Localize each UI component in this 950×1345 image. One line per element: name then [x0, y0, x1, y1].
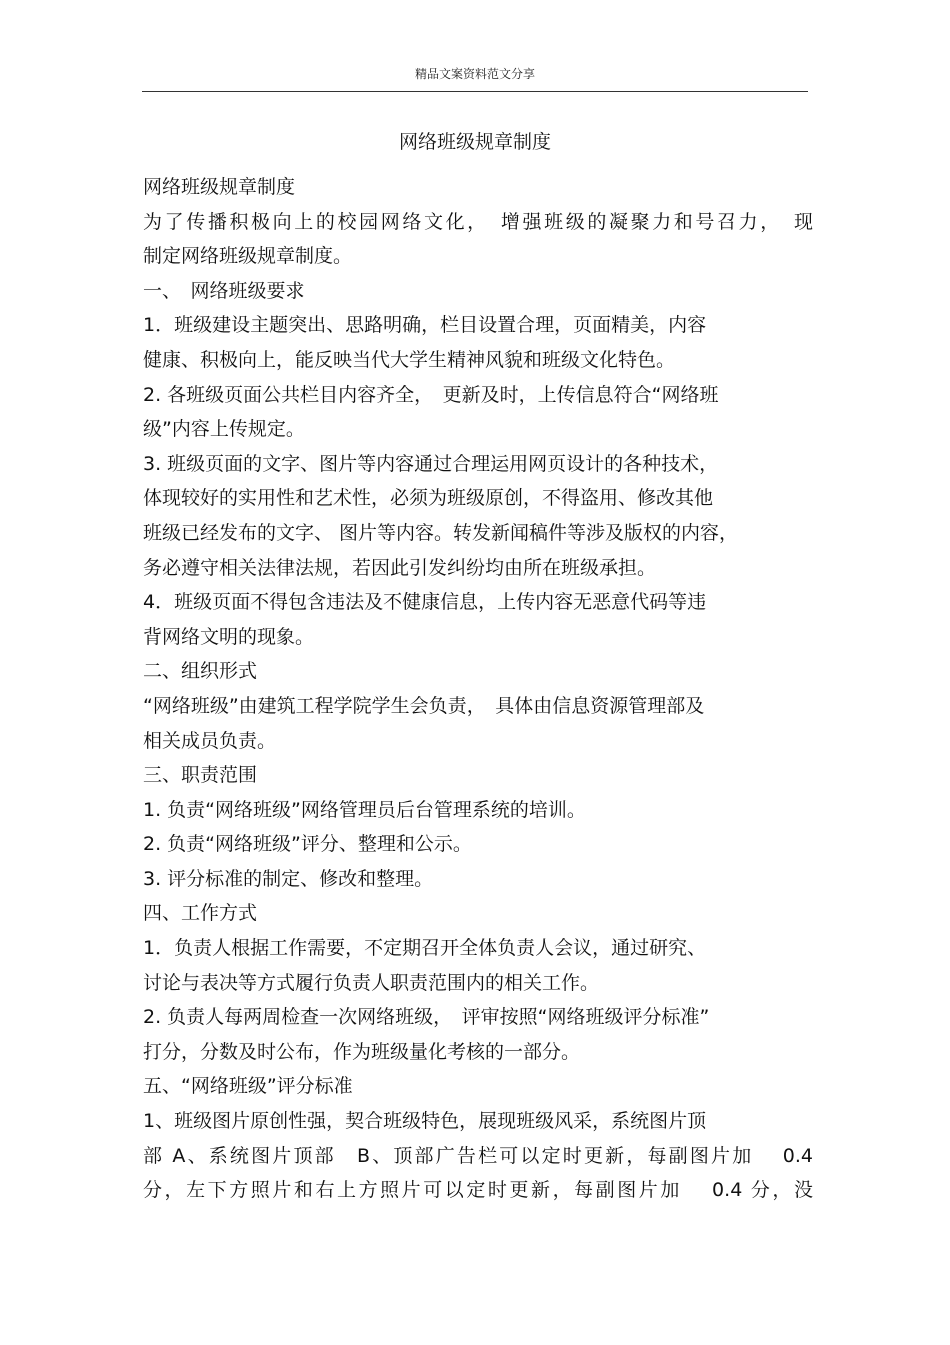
body-line: 三、职责范围: [143, 764, 258, 787]
document-body: [143, 170, 813, 1208]
body-line: 1. 负责“网络班级”网络管理员后台管理系统的培训。: [143, 798, 586, 821]
body-line: 网络班级规章制度: [143, 176, 296, 198]
body-line: 3. 班级页面的文字、图片等内容通过合理运用网页设计的各种技术，: [143, 452, 719, 475]
body-line: 3. 评分标准的制定、修改和整理。: [143, 867, 434, 890]
body-line: 4．班级页面不得包含违法及不健康信息，上传内容无恶意代码等违: [143, 591, 707, 614]
body-line: 讨论与表决等方式履行负责人职责范围内的相关工作。: [143, 971, 600, 994]
body-line: 为了传播积极向上的校园网络文化， 增强班级的凝聚力和号召力， 现: [143, 210, 813, 233]
body-line: 1．负责人根据工作需要，不定期召开全体负责人会议，通过研究、: [143, 937, 707, 960]
body-line: 相关成员负责。: [143, 729, 277, 752]
body-line: 2. 负责“网络班级”评分、整理和公示。: [143, 833, 472, 856]
body-line: 部 A、系统图片顶部 B、顶部广告栏可以定时更新，每副图片加 0.4: [143, 1144, 813, 1167]
body-line: 打分，分数及时公布，作为班级量化考核的一部分。: [143, 1040, 581, 1063]
body-line: 二、组织形式: [143, 660, 258, 683]
body-line: 四、工作方式: [143, 902, 258, 925]
body-line: 级”内容上传规定。: [143, 418, 305, 441]
body-line: 班级已经发布的文字、 图片等内容。转发新闻稿件等涉及版权的内容，: [143, 521, 739, 544]
body-line: 五、“网络班级”评分标准: [143, 1075, 353, 1098]
body-line: “网络班级”由建筑工程学院学生会负责， 具体由信息资源管理部及: [143, 694, 705, 717]
body-line: 体现较好的实用性和艺术性，必须为班级原创，不得盗用、修改其他: [143, 487, 714, 510]
body-line: 2. 各班级页面公共栏目内容齐全， 更新及时，上传信息符合“网络班: [143, 383, 719, 406]
document-title: 网络班级规章制度: [398, 131, 551, 153]
body-line: 2. 负责人每两周检查一次网络班级， 评审按照“网络班级评分标准”: [143, 1006, 710, 1029]
body-line: 一、 网络班级要求: [143, 279, 305, 302]
body-line: 制定网络班级规章制度。: [143, 245, 353, 268]
body-line: 1、班级图片原创性强，契合班级特色，展现班级风采，系统图片顶: [143, 1110, 707, 1133]
header-divider: [142, 91, 808, 92]
body-line: 背网络文明的现象。: [143, 625, 315, 648]
body-line: 健康、积极向上，能反映当代大学生精神风貌和班级文化特色。: [143, 348, 676, 371]
body-line: 1．班级建设主题突出、思路明确，栏目设置合理，页面精美，内容: [143, 314, 707, 337]
body-line: 分，左下方照片和右上方照片可以定时更新，每副图片加 0.4 分，没: [143, 1179, 813, 1202]
body-line: 务必遵守相关法律法规，若因此引发纠纷均由所在班级承担。: [143, 556, 657, 579]
running-header: 精品文案资料范文分享: [414, 67, 535, 81]
